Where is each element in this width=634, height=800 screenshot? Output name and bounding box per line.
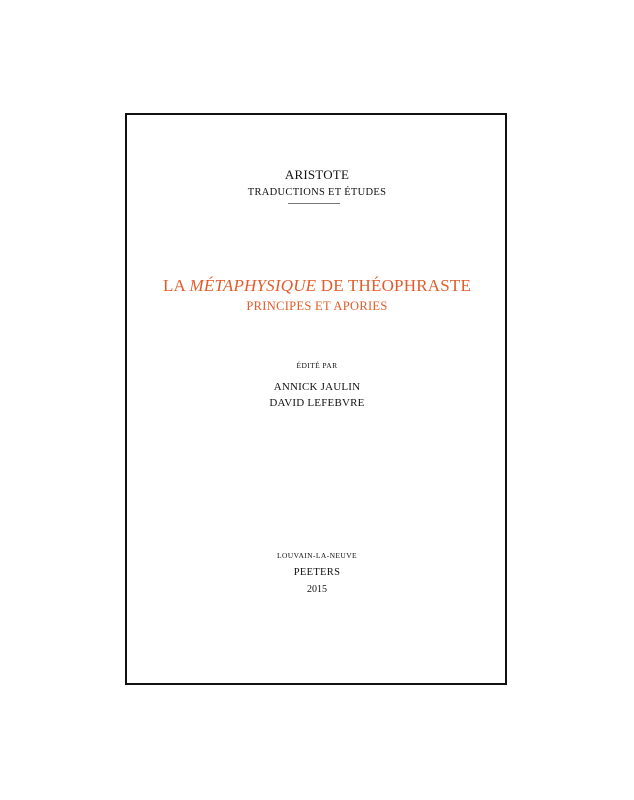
publication-year: 2015 <box>307 584 327 595</box>
publication-place: LOUVAIN-LA-NEUVE <box>277 551 357 560</box>
series-title: ARISTOTE <box>284 167 350 182</box>
series-divider <box>288 203 340 204</box>
book-title <box>0 276 634 296</box>
book-title-prefix: LA <box>162 276 190 295</box>
series-subtitle: TRADUCTIONS ET ÉTUDES <box>247 187 387 198</box>
book-title-suffix: DE THÉOPHRASTE <box>316 276 472 295</box>
edited-by-label: ÉDITÉ PAR <box>296 361 338 370</box>
editor-name: ANNICK JAULIN <box>273 381 361 393</box>
editor-name: DAVID LEFEBVRE <box>269 397 365 409</box>
book-title-italic: MÉTAPHYSIQUE <box>189 276 317 295</box>
book-subtitle: PRINCIPES ET APORIES <box>246 299 388 313</box>
publisher-name: PEETERS <box>293 567 341 578</box>
